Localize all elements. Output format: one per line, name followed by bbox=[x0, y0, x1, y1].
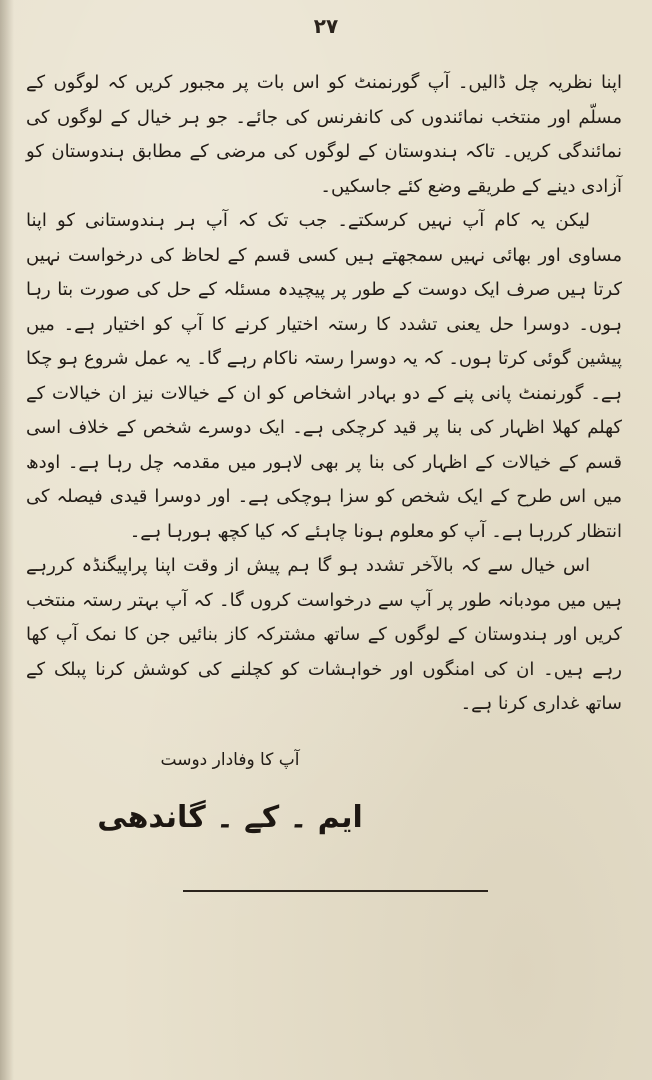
end-divider bbox=[183, 890, 488, 892]
paragraph-3: اس خیال سے کہ بالآخر تشدد ہو گا ہم پیش از وقت اپنا پراپیگنڈہ کررہے ہیں میں مودبانہ طور پر آپ سے درخواست کروں گا۔ کہ آپ بہتر رستہ منتخب کریں اور ہندوستان کے لوگوں کے ساتھ مشترکہ کاز بنائیں جن کا نمک آپ کھا رہے ہیں۔ ان کی امنگوں اور خواہشات کو کچلنے کی کوشش کرنا پبلک کے ساتھ غداری کرنا ہے۔ bbox=[26, 555, 622, 714]
paragraph-1: اپنا نظریہ چل ڈالیں۔ آپ گورنمنٹ کو اس بات پر مجبور کریں کہ لوگوں کے مسلّم اور منتخب نمائندوں کی کانفرنس کی جائے۔ جو ہر خیال کے لوگوں کی نمائندگی کریں۔ تاکہ ہندوستان کے لوگوں کی مرضی کے مطابق ہندوستان کو آزادی دینے کے طریقے وضع کئے جاسکیں۔ bbox=[26, 72, 622, 197]
letter-body bbox=[26, 66, 622, 722]
page-number: ۲۷ bbox=[313, 14, 339, 38]
letter-closing: آپ کا وفادار دوست bbox=[160, 750, 300, 770]
page-edge-shadow bbox=[0, 0, 14, 1080]
paragraph-2: لیکن یہ کام آپ نہیں کرسکتے۔ جب تک کہ آپ ہر ہندوستانی کو اپنا مساوی اور بھائی نہیں سمجھتے ہیں کسی قسم کے لحاظ کی درخواست نہیں کرتا ہیں صرف ایک دوست کے طور پر پیچیدہ مسئلہ کے حل کی صورت بتا رہا ہوں۔ دوسرا حل یعنی تشدد کا رستہ اختیار کرنے کا آپ کو اختیار ہے۔ میں پیشین گوئی کرتا ہوں۔ کہ یہ دوسرا رستہ ناکام رہے گا۔ یہ عمل شروع ہو چکا ہے۔ گورنمنٹ پانی پنے کے دو بہادر اشخاص کو ان کے خیالات نیز ان خیالات کے کھلم کھلا اظہار کی بنا پر قید کرچکی ہے۔ ایک دوسرے شخص کے خلاف اسی قسم کے خیالات کے اظہار کی بنا پر بھی لاہور میں مقدمہ چل رہا ہے۔ اودھ میں اس طرح کے ایک شخص کو سزا ہوچکی ہے۔ اور دوسرا قیدی فیصلہ کی انتظار کررہا ہے۔ آپ کو معلوم ہونا چاہئے کہ کیا کچھ ہورہا ہے۔ bbox=[26, 210, 622, 542]
letter-signature: ایم ۔ کے ۔ گاندھی bbox=[97, 800, 363, 835]
